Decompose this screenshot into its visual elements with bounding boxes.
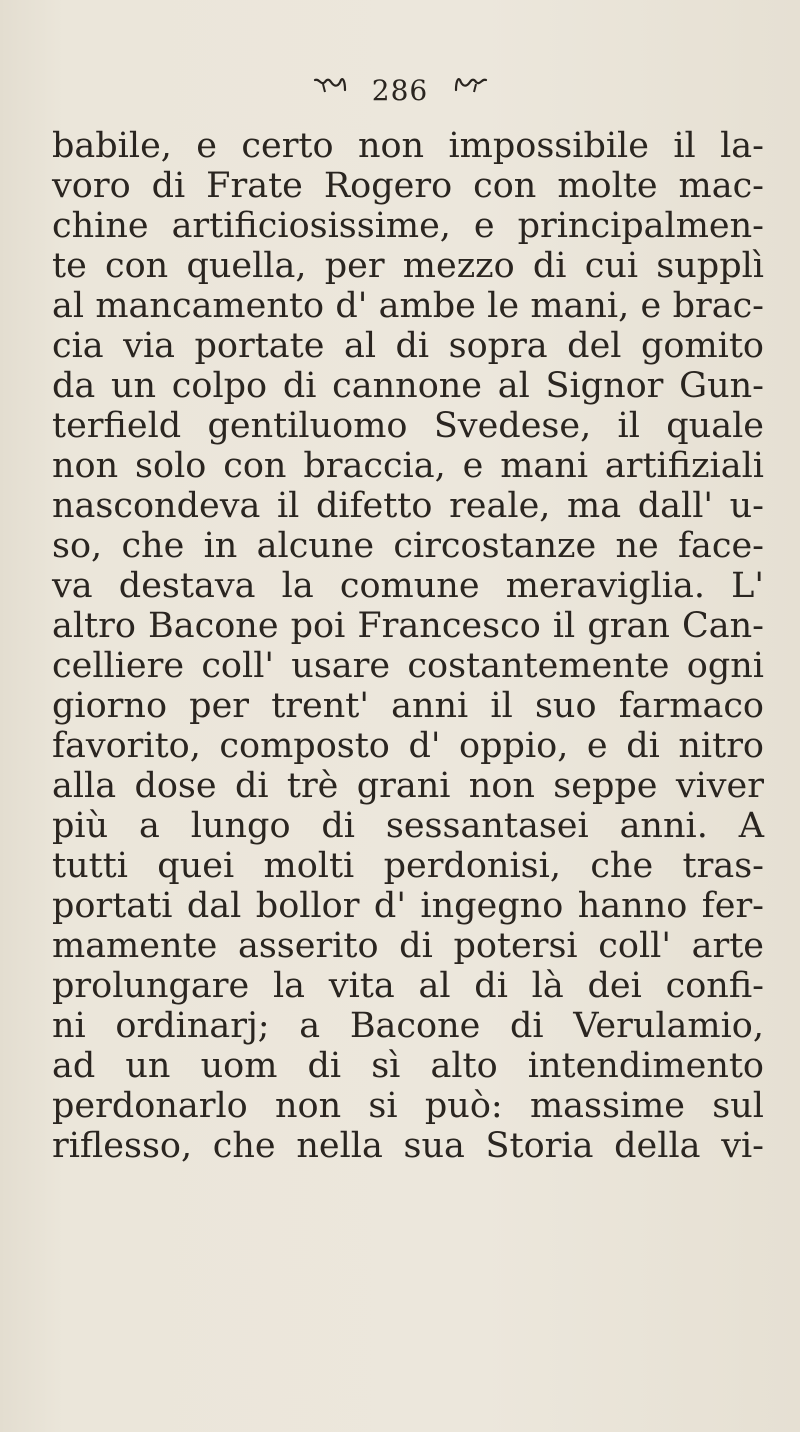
text-line: mamente asserito di potersi coll' arte xyxy=(52,926,764,966)
left-ornament-icon xyxy=(313,76,347,98)
text-line: giorno per trent' anni il suo farmaco xyxy=(52,686,764,726)
page-number: 286 xyxy=(371,74,429,107)
text-line: alla dose di trè grani non seppe viver xyxy=(52,766,764,806)
text-line: prolungare la vita al di là dei confi- xyxy=(52,966,764,1006)
text-line: terfield gentiluomo Svedese, il quale xyxy=(52,406,764,446)
text-line: celliere coll' usare costantemente ogni xyxy=(52,646,764,686)
text-line: riflesso, che nella sua Storia della vi- xyxy=(52,1126,764,1166)
right-ornament-icon xyxy=(454,76,488,98)
text-line: tutti quei molti perdonisi, che tras- xyxy=(52,846,764,886)
text-line: da un colpo di cannone al Signor Gun- xyxy=(52,366,764,406)
text-line: ni ordinarj; a Bacone di Verulamio, xyxy=(52,1006,764,1046)
text-line: te con quella, per mezzo di cui supplì xyxy=(52,246,764,286)
text-line: cia via portate al di sopra del gomito xyxy=(52,326,764,366)
text-line: ad un uom di sì alto intendimento xyxy=(52,1046,764,1086)
text-line: babile, e certo non impossibile il la- xyxy=(52,126,764,166)
text-line: favorito, composto d' oppio, e di nitro xyxy=(52,726,764,766)
text-line: più a lungo di sessantasei anni. A xyxy=(52,806,764,846)
text-line: al mancamento d' ambe le mani, e brac- xyxy=(52,286,764,326)
text-line: perdonarlo non si può: massime sul xyxy=(52,1086,764,1126)
text-line: portati dal bollor d' ingegno hanno fer- xyxy=(52,886,764,926)
text-line: so, che in alcune circostanze ne face- xyxy=(52,526,764,566)
text-line: non solo con braccia, e mani artifiziali xyxy=(52,446,764,486)
text-line: altro Bacone poi Francesco il gran Can- xyxy=(52,606,764,646)
page-header xyxy=(0,72,800,112)
text-line: va destava la comune meraviglia. L' xyxy=(52,566,764,606)
text-line: nascondeva il difetto reale, ma dall' u- xyxy=(52,486,764,526)
text-line: voro di Frate Rogero con molte mac- xyxy=(52,166,764,206)
text-line: chine artificiosissime, e principalmen- xyxy=(52,206,764,246)
